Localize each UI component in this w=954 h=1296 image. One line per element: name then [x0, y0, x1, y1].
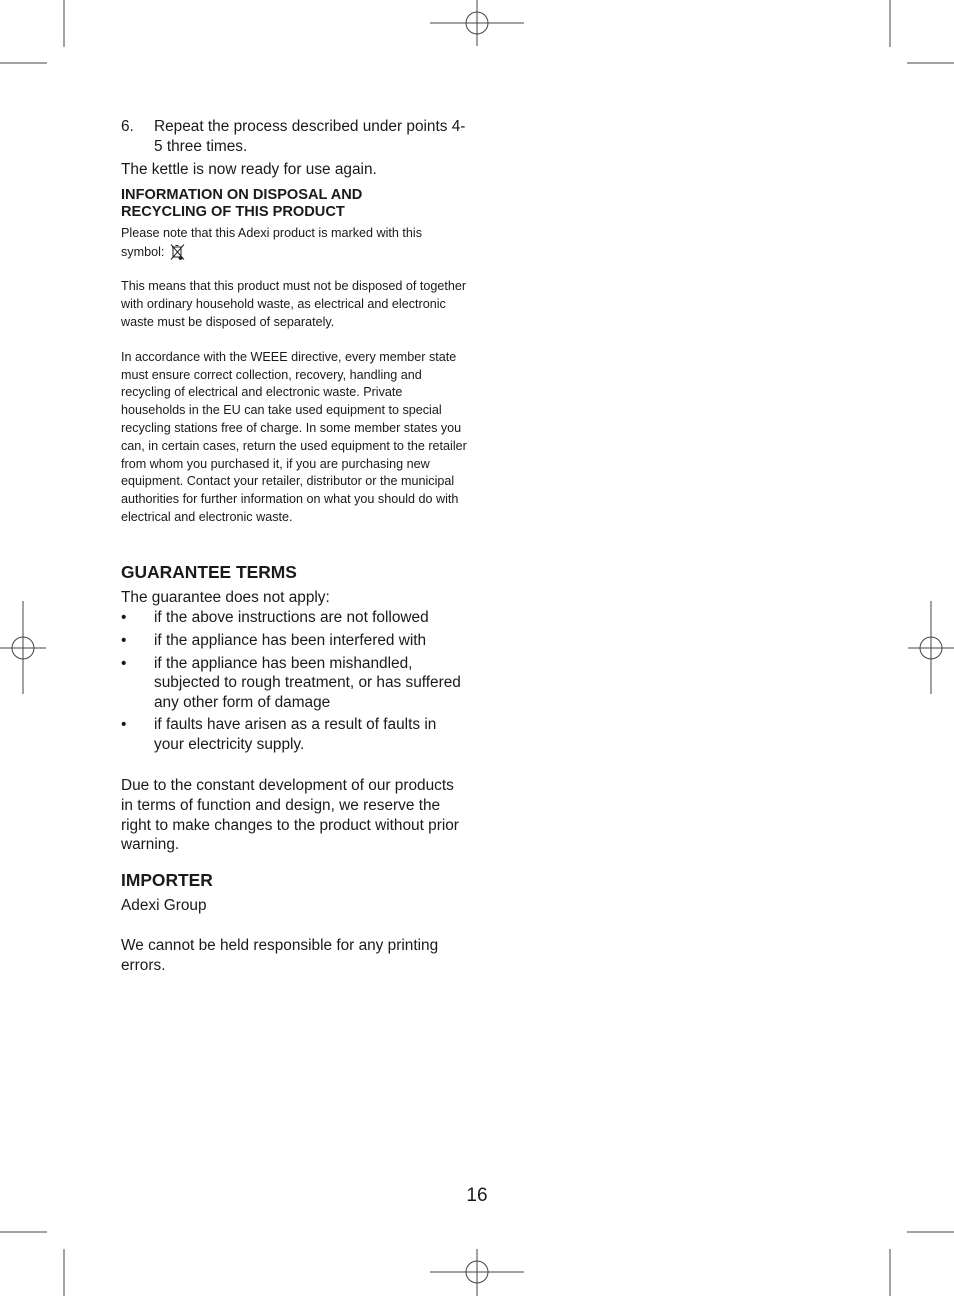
step-number: 6. — [121, 118, 134, 135]
list-item: • if faults have arisen as a result of faults in your electricity supply. — [121, 716, 437, 753]
step-6 — [121, 117, 467, 156]
bullet: • — [121, 631, 127, 649]
guarantee-heading: GUARANTEE TERMS — [121, 561, 297, 582]
development-note: Due to the constant development of our products in terms of function and design, we reserve the right to make changes to the product without prior warning. — [121, 777, 459, 854]
text-column — [121, 117, 467, 976]
bullet: • — [121, 654, 127, 672]
list-item: • if the above instructions are not followed — [121, 609, 429, 627]
bullet: • — [121, 716, 127, 734]
disposal-heading: INFORMATION ON DISPOSAL AND RECYCLING OF THIS PRODUCT — [121, 186, 363, 220]
list-item: • if the appliance has been interfered with — [121, 631, 427, 649]
registration-target-right — [908, 601, 954, 694]
registration-target-top — [430, 0, 524, 46]
importer-heading: IMPORTER — [121, 869, 213, 890]
symbol-note: Please note that this Adexi product is marked with this symbol: — [121, 225, 423, 259]
disposal-paragraph-2: In accordance with the WEEE directive, every member state must ensure correct collection, recovery, handling and recycling of electrical and electronic waste. Private households in the EU can take used equipment to special recycling stations free of charge. In some member states you can, in certain cases, return the used equipment to the retailer from whom you purchased it, if you are purchasing new equipment. Contact your retailer, distributor or the municipal authorities for further information on what you should do with electrical and electronic waste. — [121, 349, 467, 524]
step-text: Repeat the process described under points 4-5 three times. — [154, 118, 466, 155]
printing-disclaimer: We cannot be held responsible for any printing errors. — [121, 937, 439, 975]
registration-target-left — [0, 601, 46, 694]
disposal-paragraph-1: This means that this product must not be disposed of together with ordinary household waste, as electrical and electronic waste must be disposed of separately. — [121, 279, 467, 329]
registration-target-bottom — [430, 1249, 524, 1296]
guarantee-list — [121, 608, 467, 754]
list-item: • if the appliance has been mishandled, subjected to rough treatment, or has suffered any other form of damage — [121, 654, 461, 711]
page-number: 16 — [466, 1185, 488, 1206]
ready-text: The kettle is now ready for use again. — [121, 161, 377, 179]
bullet: • — [121, 609, 127, 627]
importer-name: Adexi Group — [121, 896, 207, 914]
guarantee-intro: The guarantee does not apply: — [121, 588, 330, 606]
crossed-out-wheelie-bin-icon — [168, 243, 186, 261]
